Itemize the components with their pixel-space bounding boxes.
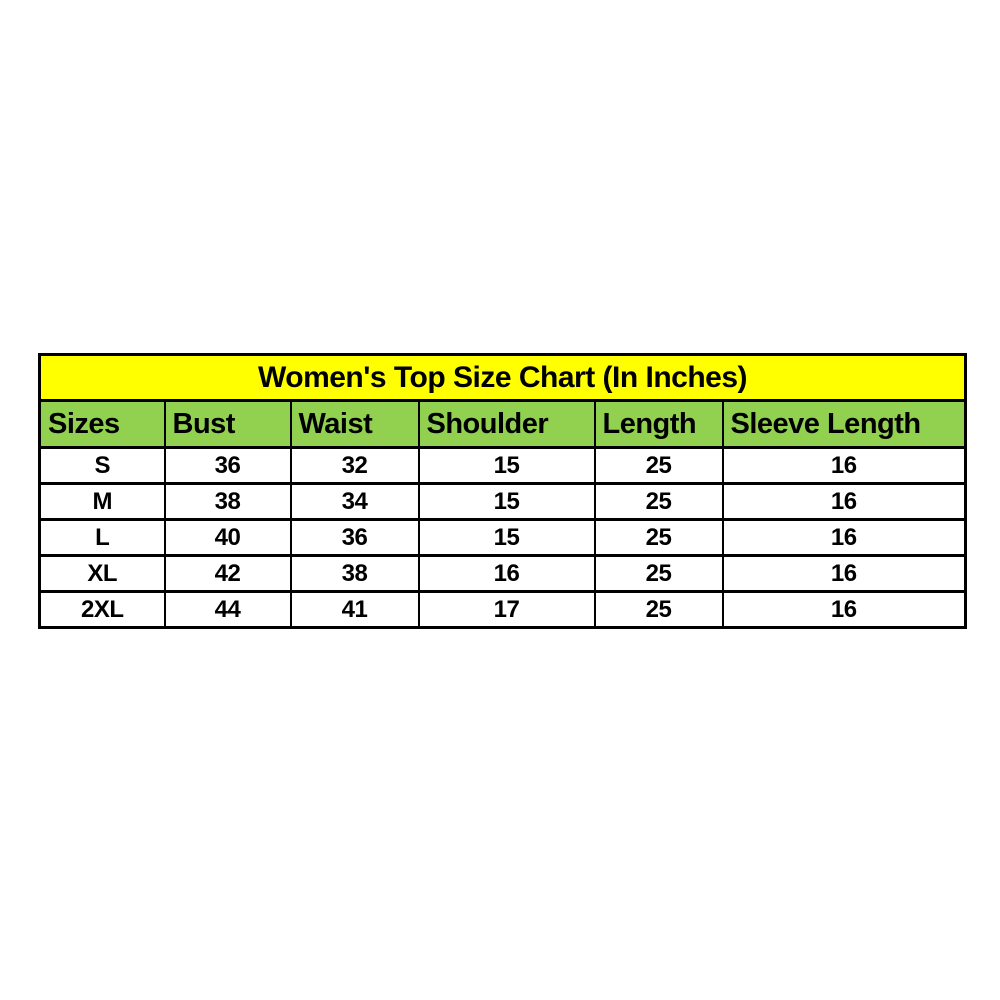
cell-sleeve-length: 16 bbox=[723, 592, 966, 628]
cell-length: 25 bbox=[595, 484, 723, 520]
cell-shoulder: 15 bbox=[419, 448, 595, 484]
cell-size: XL bbox=[40, 556, 165, 592]
cell-length: 25 bbox=[595, 448, 723, 484]
table-row-s bbox=[40, 448, 966, 484]
cell-sleeve-length: 16 bbox=[723, 556, 966, 592]
size-chart-table bbox=[38, 353, 967, 629]
table-title: Women's Top Size Chart (In Inches) bbox=[40, 355, 966, 401]
column-header-length: Length bbox=[595, 401, 723, 448]
cell-length: 25 bbox=[595, 556, 723, 592]
cell-size: 2XL bbox=[40, 592, 165, 628]
cell-shoulder: 17 bbox=[419, 592, 595, 628]
table-row-m bbox=[40, 484, 966, 520]
table-row-2xl bbox=[40, 592, 966, 628]
cell-shoulder: 16 bbox=[419, 556, 595, 592]
cell-waist: 41 bbox=[291, 592, 419, 628]
table-row-l bbox=[40, 520, 966, 556]
column-header-sizes: Sizes bbox=[40, 401, 165, 448]
cell-sleeve-length: 16 bbox=[723, 520, 966, 556]
cell-bust: 40 bbox=[165, 520, 291, 556]
table-row-xl bbox=[40, 556, 966, 592]
cell-sleeve-length: 16 bbox=[723, 448, 966, 484]
column-header-bust: Bust bbox=[165, 401, 291, 448]
cell-waist: 38 bbox=[291, 556, 419, 592]
cell-bust: 38 bbox=[165, 484, 291, 520]
cell-shoulder: 15 bbox=[419, 520, 595, 556]
header-row bbox=[40, 401, 966, 448]
cell-sleeve-length: 16 bbox=[723, 484, 966, 520]
column-header-waist: Waist bbox=[291, 401, 419, 448]
cell-bust: 36 bbox=[165, 448, 291, 484]
column-header-sleeve-length: Sleeve Length bbox=[723, 401, 966, 448]
cell-size: S bbox=[40, 448, 165, 484]
title-row bbox=[40, 355, 966, 401]
cell-size: M bbox=[40, 484, 165, 520]
cell-waist: 36 bbox=[291, 520, 419, 556]
cell-waist: 34 bbox=[291, 484, 419, 520]
cell-bust: 42 bbox=[165, 556, 291, 592]
cell-size: L bbox=[40, 520, 165, 556]
cell-bust: 44 bbox=[165, 592, 291, 628]
cell-length: 25 bbox=[595, 520, 723, 556]
cell-length: 25 bbox=[595, 592, 723, 628]
column-header-shoulder: Shoulder bbox=[419, 401, 595, 448]
cell-shoulder: 15 bbox=[419, 484, 595, 520]
cell-waist: 32 bbox=[291, 448, 419, 484]
